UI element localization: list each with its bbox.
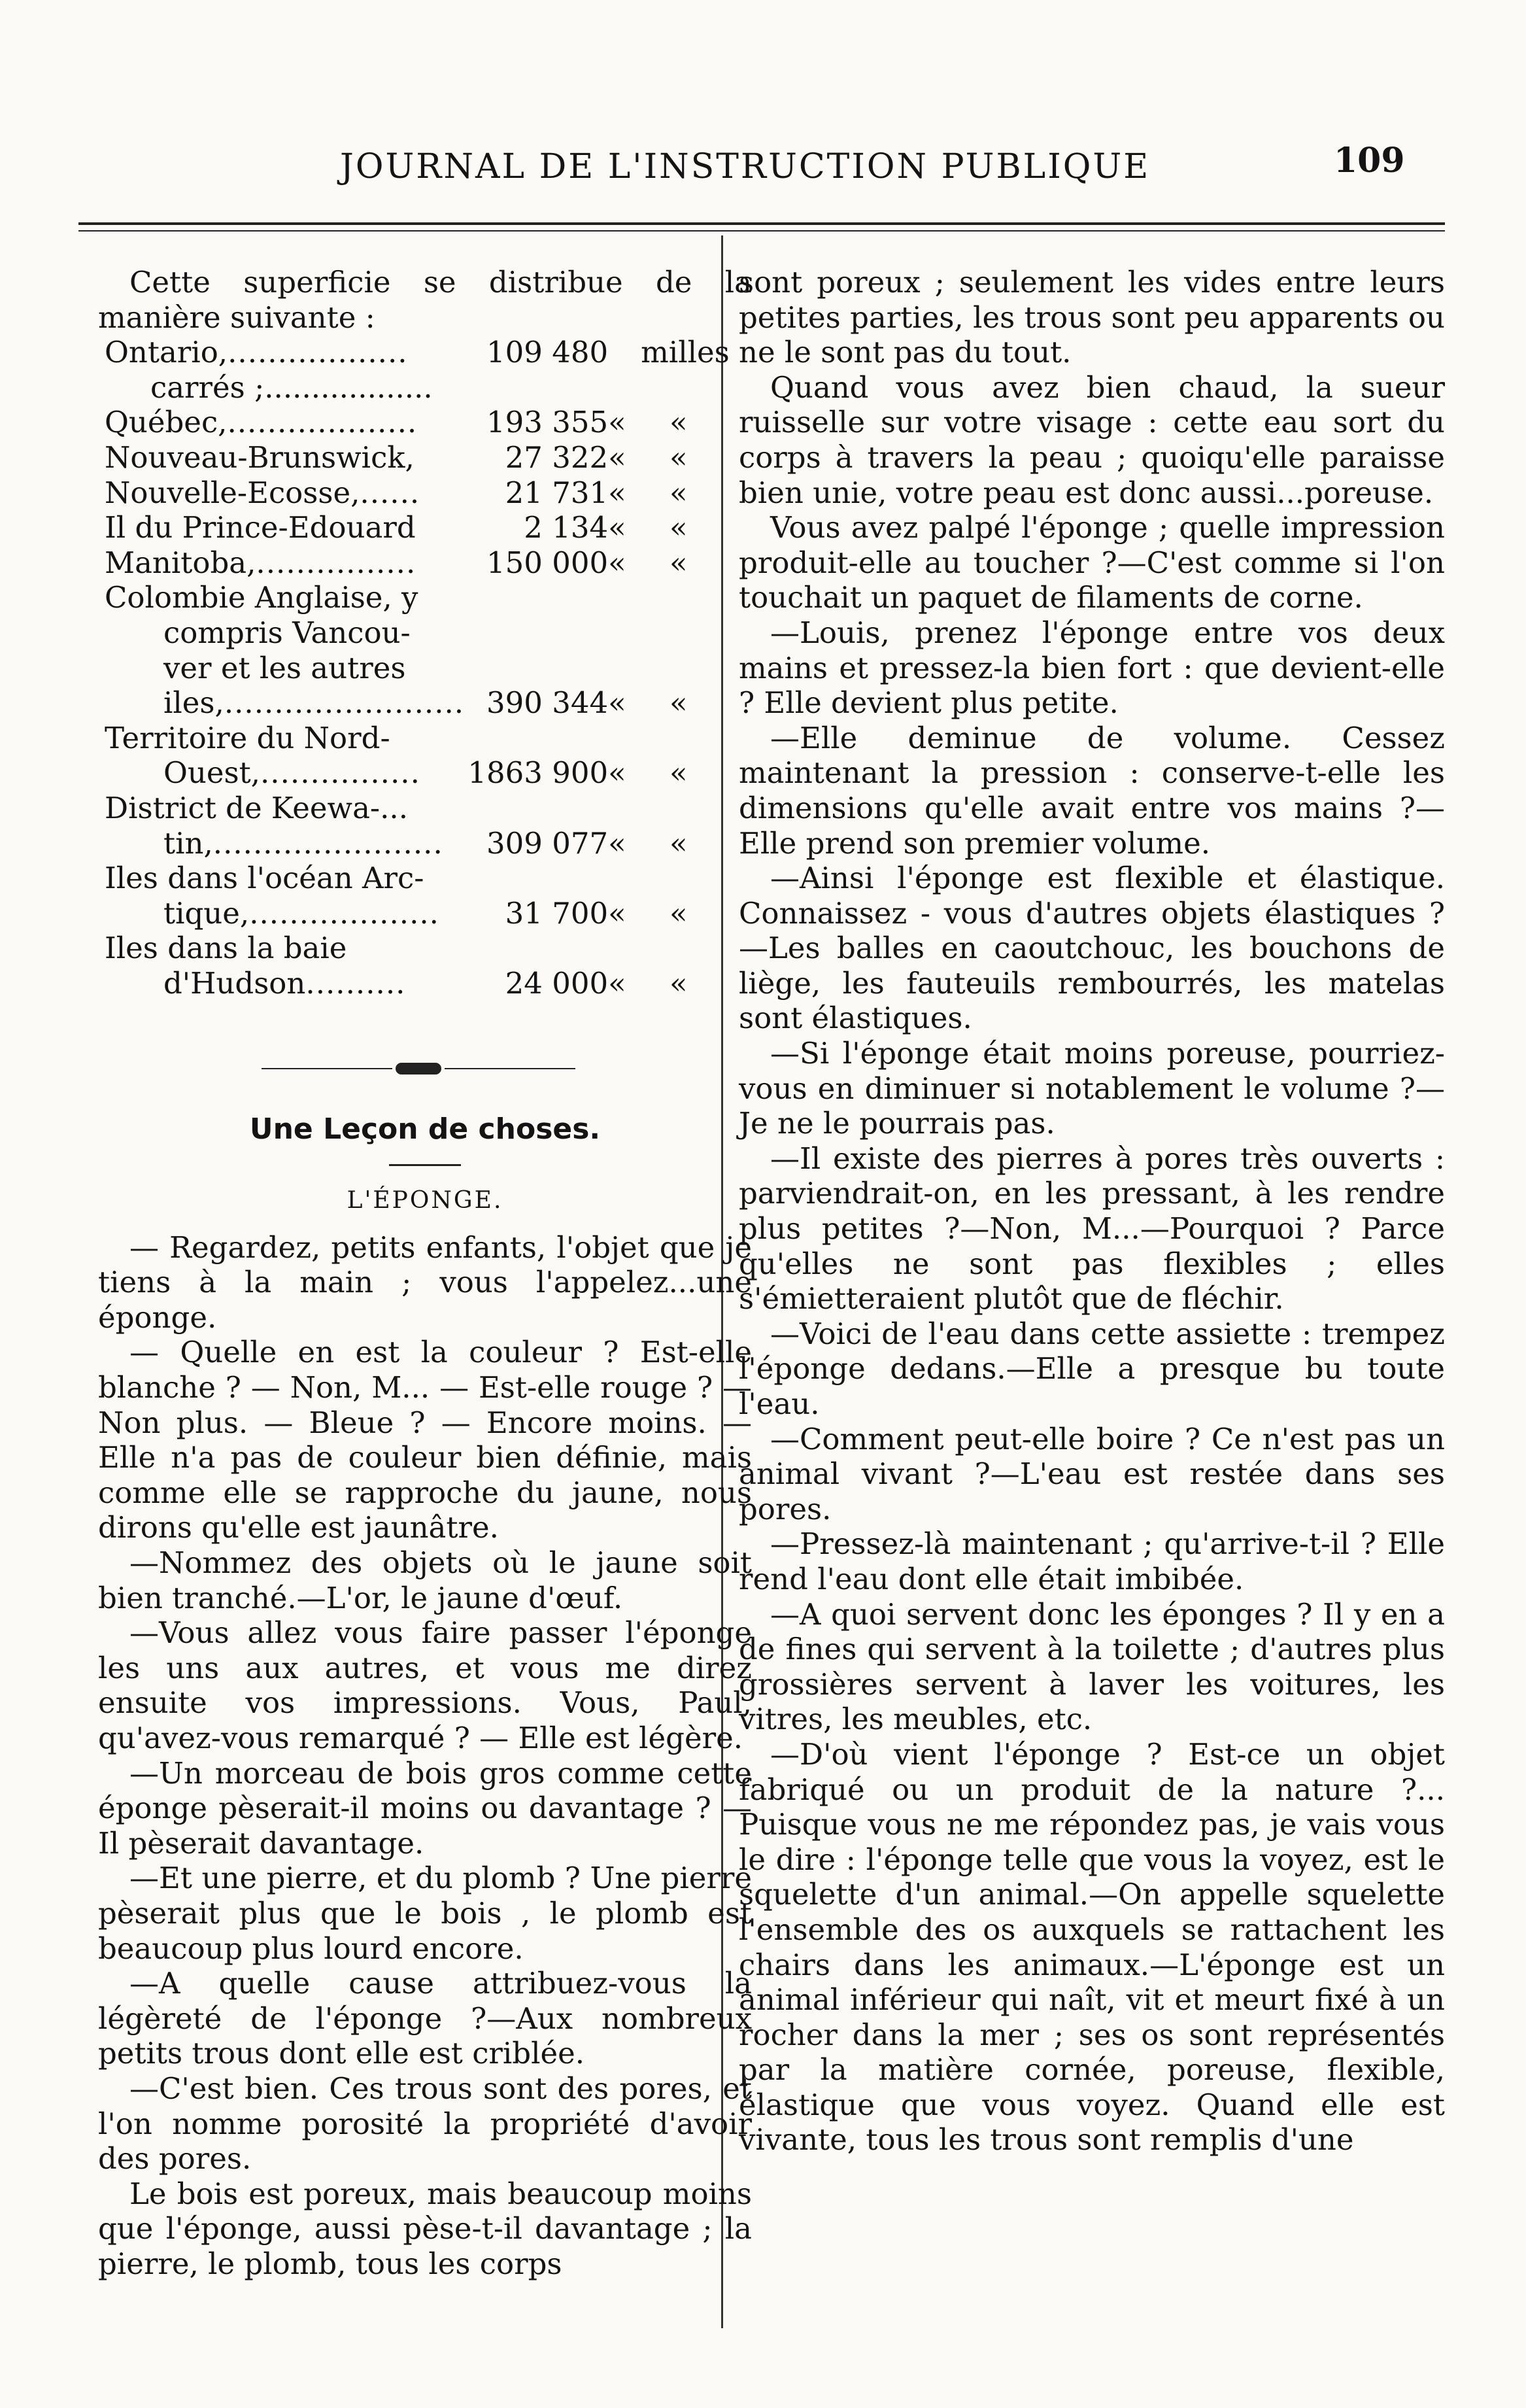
table-row: [105, 580, 732, 615]
body-paragraph: —Il existe des pierres à pores très ouverts : parviendrait-on, en les pressant, à les rendre plus petites ?—Non, M...—Pourquoi ? Parce qu'elles ne sont pas flexibles ; elles s'émietteraient plutôt que de fléchir.: [739, 1141, 1445, 1316]
province-name: Territoire du Nord-: [105, 720, 390, 755]
province-name: District de Keewa-...: [105, 790, 409, 825]
province-name: Colombie Anglaise, y: [105, 580, 418, 615]
province-name-continuation: tin,: [163, 825, 213, 861]
unit-continuation: carrés ;..................: [150, 370, 433, 405]
table-row: [105, 405, 732, 440]
province-name: Iles dans la baie: [105, 931, 347, 966]
right-column: [739, 265, 1445, 2158]
body-paragraph: Vous avez palpé l'éponge ; quelle impression produit-elle au toucher ?—C'est comme si l'on touchait un paquet de filaments de corne.: [739, 510, 1445, 615]
table-row: [105, 791, 732, 826]
page-header: [0, 134, 1526, 199]
ornament-line: [262, 1068, 392, 1069]
table-row: [105, 615, 732, 651]
body-paragraph: —Comment peut-elle boire ? Ce n'est pas un animal vivant ?—L'eau est restée dans ses pores.: [739, 1421, 1445, 1526]
table-row: [105, 440, 732, 475]
leader-dots: ........................: [224, 685, 465, 721]
area-value: 150 000: [486, 545, 609, 580]
province-name: Iles dans l'océan Arc-: [105, 861, 424, 896]
province-name: Ontario,: [105, 335, 228, 370]
ditto-marks: « «: [608, 895, 705, 931]
body-paragraph: Le bois est poreux, mais beaucoup moins que l'éponge, aussi pèse-t-il davantage ; la pierre, le plomb, tous les corps: [98, 2176, 752, 2281]
body-paragraph: —Un morceau de bois gros comme cette éponge pèserait-il moins ou davantage ? — Il pèserait davantage.: [98, 1755, 752, 1861]
body-paragraph: sont poreux ; seulement les vides entre leurs petites parties, les trous sont peu apparents ou ne le sont pas du tout.: [739, 265, 1445, 370]
title-rule: [389, 1164, 461, 1166]
ditto-marks: « «: [608, 475, 705, 510]
body-paragraph: —A quoi servent donc les éponges ? Il y en a de fines qui servent à la toilette ; d'autres plus grossières servent à laver les voitures, les vitres, les meubles, etc.: [739, 1596, 1445, 1737]
area-value: 31 700: [505, 895, 609, 931]
province-name: Québec,: [105, 405, 228, 440]
province-name-continuation: tique,: [163, 895, 250, 931]
body-paragraph: —Et une pierre, et du plomb ? Une pierre pèserait plus que le bois , le plomb est beaucoup plus lourd encore.: [98, 1861, 752, 1966]
body-paragraph: Quand vous avez bien chaud, la sueur ruisselle sur votre visage : cette eau sort du corps à travers la peau ; quoiqu'elle paraisse bien unie, votre peau est donc aussi...poreuse.: [739, 370, 1445, 510]
province-name-continuation: iles,: [163, 685, 224, 721]
body-paragraph: —D'où vient l'éponge ? Est-ce un objet fabriqué ou un produit de la nature ?... Puisque vous ne me répondez pas, je vais vous le dire : l'éponge telle que vous la voyez, est le squelette d'un animal.—On appelle squelette l'ensemble des os auxquels se rattachent les chairs dans les animaux.—L'éponge est un animal inférieur qui naît, vit et meurt fixé à un rocher dans la mer ; ses os sont représentés par la matière cornée, poreuse, flexible, élastique que vous voyez. Quand elle est vivante, tous les trous sont remplis d'une: [739, 1736, 1445, 2158]
table-row: [105, 370, 732, 405]
body-paragraph: —Nommez des objets où le jaune soit bien tranché.—L'or, le jaune d'œuf.: [98, 1545, 752, 1615]
leader-dots: ................: [256, 545, 416, 580]
body-paragraph: —C'est bien. Ces trous sont des pores, et l'on nomme porosité la propriété d'avoir des pores.: [98, 2071, 752, 2176]
province-name: Nouveau-Brunswick,: [105, 439, 415, 475]
province-name: Manitoba,: [105, 545, 256, 580]
body-paragraph: — Regardez, petits enfants, l'objet que je tiens à la main ; vous l'appelez...une éponge.: [98, 1230, 752, 1335]
ditto-marks: « «: [608, 510, 705, 545]
section-ornament: [262, 1059, 575, 1079]
ditto-marks: « «: [608, 755, 705, 791]
province-name-continuation: ver et les autres: [163, 650, 406, 685]
table-row: [105, 335, 732, 370]
leader-dots: ...................: [249, 895, 439, 931]
province-name-continuation: d'Hudson: [163, 965, 306, 1001]
area-value: 193 355: [486, 405, 609, 440]
table-row: [105, 755, 732, 791]
table-row: [105, 931, 732, 966]
left-column: [98, 265, 752, 2281]
ditto-marks: « «: [608, 405, 705, 440]
table-row: [105, 896, 732, 931]
ditto-marks: « «: [608, 965, 705, 1001]
leader-dots: .......................: [212, 825, 443, 861]
ornament-center: [396, 1063, 441, 1075]
area-value: 309 077: [486, 825, 609, 861]
body-paragraph: —Ainsi l'éponge est flexible et élastique. Connaissez - vous d'autres objets élastiques ?—Les balles en caoutchouc, les bouchons de liège, les fauteuils rembourrés, les matelas sont élastiques.: [739, 861, 1445, 1036]
area-value: 109 480: [486, 335, 609, 370]
province-name: Il du Prince-Edouard: [105, 510, 416, 545]
ditto-marks: « «: [608, 685, 705, 721]
table-row: [105, 966, 732, 1001]
ditto-marks: « «: [608, 545, 705, 580]
body-paragraph: —Pressez-là maintenant ; qu'arrive-t-il ? Elle rend l'eau dont elle était imbibée.: [739, 1526, 1445, 1596]
province-name-continuation: compris Vancou-: [163, 615, 411, 650]
body-paragraph: —Elle deminue de volume. Cessez maintenant la pression : conserve-t-elle les dimensions qu'elle avait entre vos mains ?—Elle prend son premier volume.: [739, 720, 1445, 861]
area-value: 27 322: [505, 439, 609, 475]
table-row: [105, 685, 732, 721]
area-unit: milles: [641, 335, 730, 370]
table-row: [105, 545, 732, 581]
table-row: [105, 651, 732, 686]
page-number: 109: [1334, 141, 1405, 181]
body-paragraph: —Louis, prenez l'éponge entre vos deux mains et pressez-la bien fort : que devient-elle ? Elle devient plus petite.: [739, 615, 1445, 721]
body-paragraph: —Voici de l'eau dans cette assiette : trempez l'éponge dedans.—Elle a presque bu toute l'eau.: [739, 1316, 1445, 1421]
province-name-continuation: Ouest,: [163, 755, 260, 791]
header-rule-thin: [78, 230, 1445, 232]
province-name: Nouvelle-Ecosse,: [105, 475, 360, 510]
leader-dots: ......: [360, 475, 420, 510]
table-row: [105, 861, 732, 896]
body-paragraph: —A quelle cause attribuez-vous la légèreté de l'éponge ?—Aux nombreux petits trous dont elle est criblée.: [98, 1966, 752, 2071]
area-value: 21 731: [505, 475, 609, 510]
table-row: [105, 475, 732, 511]
body-paragraph: —Si l'éponge était moins poreuse, pourriez-vous en diminuer si notablement le volume ?—Je ne le pourrais pas.: [739, 1036, 1445, 1141]
leader-dots: ..........: [305, 965, 406, 1001]
ornament-line: [445, 1068, 575, 1069]
leader-dots: ...................: [227, 405, 418, 440]
ditto-marks: « «: [608, 439, 705, 475]
table-row: [105, 721, 732, 756]
table-row: [105, 510, 732, 545]
body-paragraph: — Quelle en est la couleur ? Est-elle blanche ? — Non, M... — Est-elle rouge ? — Non plus. — Bleue ? — Encore moins. — Elle n'a pas de couleur bien définie, mais comme elle se rapproche du jaune, nous dirons qu'elle est jaunâtre.: [98, 1335, 752, 1545]
ditto-marks: « «: [608, 825, 705, 861]
journal-title: JOURNAL DE L'INSTRUCTION PUBLIQUE: [340, 147, 1151, 186]
leader-dots: ................: [260, 755, 420, 791]
area-value: 24 000: [505, 965, 609, 1001]
area-value: 1863 900: [467, 755, 609, 791]
area-value: 2 134: [524, 510, 609, 545]
subsection-title: L'ÉPONGE.: [347, 1187, 503, 1214]
section-title: Une Leçon de choses.: [249, 1112, 601, 1146]
header-rule-thick: [78, 222, 1445, 225]
table-row: [105, 826, 732, 861]
leader-dots: ..................: [228, 335, 408, 370]
area-table: [105, 335, 732, 1001]
body-paragraph: —Vous allez vous faire passer l'éponge les uns aux autres, et vous me direz ensuite vos impressions. Vous, Paul, qu'avez-vous remarqué ? — Elle est légère.: [98, 1615, 752, 1755]
area-value: 390 344: [486, 685, 609, 721]
intro-paragraph: Cette superficie se distribue de la manière suivante :: [98, 265, 752, 335]
